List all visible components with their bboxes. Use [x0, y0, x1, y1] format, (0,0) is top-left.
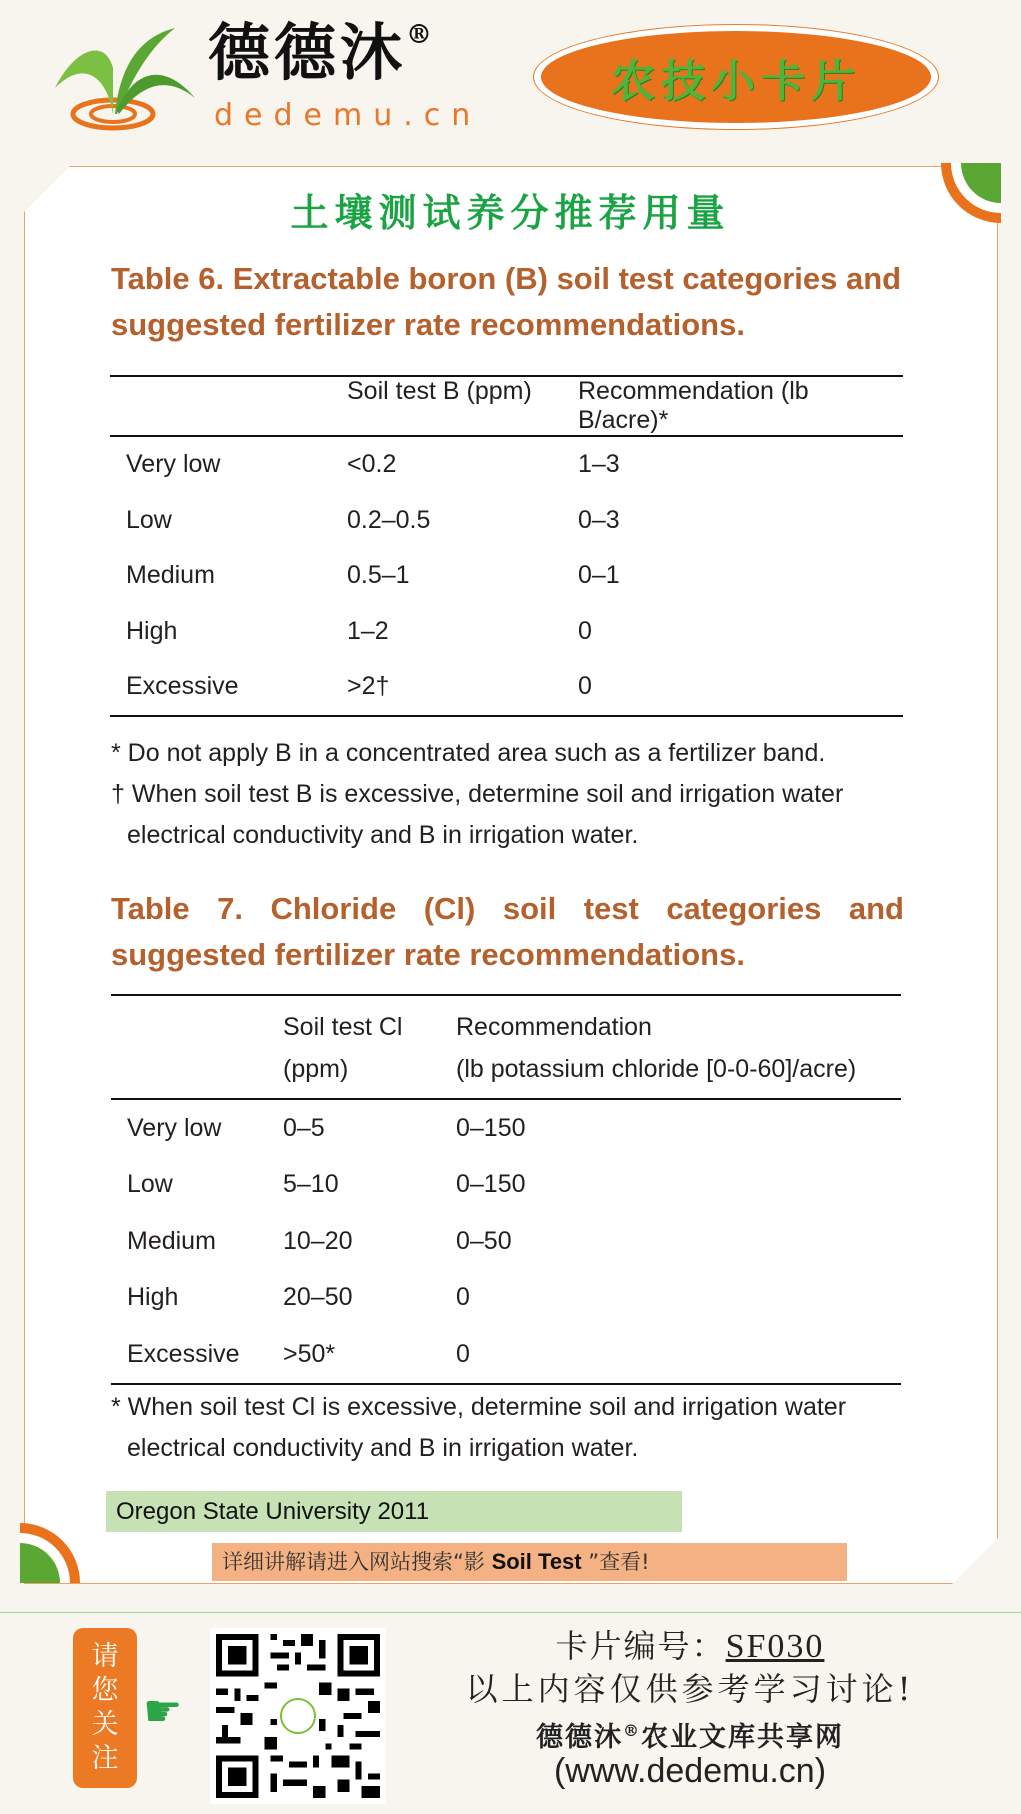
recommendation-cell: 0–3	[578, 505, 620, 534]
search-tip: 详细讲解请进入网站搜索“影 Soil Test ”查看!	[212, 1543, 847, 1581]
table-header-row	[111, 995, 901, 1099]
table-header-cell	[456, 995, 901, 1099]
footer-divider	[0, 1612, 1021, 1613]
header	[0, 0, 1021, 160]
pointing-hand-icon: ☛	[143, 1686, 183, 1737]
header-line: Soil test Cl	[283, 1013, 403, 1041]
recommendation-cell: 0–150	[456, 1113, 526, 1142]
recommendation-cell: 0–150	[456, 1170, 526, 1199]
category-cell: Very low	[126, 450, 221, 479]
table6-footnotes	[111, 733, 904, 856]
header-line: (lb potassium chloride [0-0-60]/acre)	[456, 1055, 857, 1083]
table-row	[111, 1157, 901, 1214]
soil-test-cell: 5–10	[283, 1170, 339, 1199]
soil-test-cell: 0–5	[283, 1113, 325, 1142]
brand-registered-mark: ®	[406, 20, 437, 50]
table-row	[110, 436, 903, 493]
category-cell: Excessive	[126, 672, 239, 701]
sprout-logo-icon	[55, 18, 205, 138]
card-number: 卡片编号：SF030	[555, 1627, 825, 1665]
brand-url: dedemu.cn	[214, 98, 482, 133]
table7-title: Table 7. Chloride (Cl) soil test categories and suggested fertilizer rate recommendations.	[111, 891, 904, 972]
search-keyword: Soil Test	[491, 1549, 582, 1574]
table-row	[111, 1326, 901, 1384]
table-row	[111, 1099, 901, 1157]
corner-leaf-icon	[20, 1523, 80, 1583]
card-title: 土壤测试养分推荐用量	[290, 190, 731, 235]
card-code: SF030	[725, 1628, 825, 1665]
follow-badge: 请您关注	[73, 1628, 137, 1788]
website-link[interactable]: (www.dedemu.cn)	[553, 1752, 827, 1790]
table7	[111, 994, 901, 1385]
soil-test-cell: 20–50	[283, 1283, 353, 1312]
footnote: * Do not apply B in a concentrated area such as a fertilizer band.	[111, 739, 826, 767]
category-cell: High	[127, 1283, 179, 1312]
table-row	[111, 1213, 901, 1270]
category-cell: Medium	[126, 561, 215, 590]
recommendation-cell: 0–50	[456, 1226, 512, 1255]
disclaimer: 以上内容仅供参考学习讨论!	[465, 1670, 915, 1708]
library-registered-mark: ®	[623, 1721, 641, 1740]
recommendation-cell: 0	[456, 1283, 470, 1312]
soil-test-cell: 0.5–1	[347, 561, 410, 590]
recommendation-cell: 0	[578, 616, 592, 645]
soil-test-cell: >50*	[283, 1339, 336, 1368]
category-cell: Low	[127, 1170, 173, 1199]
category-cell: High	[126, 616, 178, 645]
card-badge-text: 农技小卡片	[611, 56, 861, 107]
category-cell: Medium	[127, 1226, 216, 1255]
recommendation-cell: 0–1	[578, 561, 620, 590]
table-row	[110, 659, 903, 716]
library-name: 德德沐®农业文库共享网	[536, 1721, 844, 1753]
table-header-cell	[111, 995, 283, 1099]
card-badge	[533, 24, 939, 130]
recommendation-cell: 0	[578, 672, 592, 701]
table6	[110, 375, 903, 717]
recommendation-cell: 1–3	[578, 450, 620, 479]
table-row	[110, 548, 903, 604]
table6-title: Table 6. Extractable boron (B) soil test categories and suggested fertilizer rate recommendations.	[111, 261, 902, 342]
table-row	[110, 493, 903, 549]
category-cell: Very low	[127, 1113, 222, 1142]
soil-test-cell: >2†	[347, 672, 390, 701]
table-header-row	[110, 376, 903, 436]
table-header-cell: Soil test B (ppm)	[347, 377, 532, 405]
soil-test-cell: 1–2	[347, 616, 389, 645]
table-row	[110, 604, 903, 660]
brand-name: 德德沐®	[208, 16, 437, 89]
soil-test-cell: 0.2–0.5	[347, 505, 431, 534]
soil-test-cell: <0.2	[347, 450, 397, 479]
table-header-cell: Recommendation (lb B/acre)*	[578, 377, 809, 434]
header-line: (ppm)	[283, 1055, 349, 1083]
footnote: † When soil test B is excessive, determine soil and irrigation water electrical conductivity and B in irrigation water.	[111, 780, 844, 849]
footnote: * When soil test Cl is excessive, determine soil and irrigation water electrical conductivity and B in irrigation water.	[111, 1393, 847, 1462]
table-header-cell	[110, 376, 347, 436]
source-citation: Oregon State University 2011	[106, 1491, 682, 1532]
qr-code[interactable]	[210, 1628, 386, 1804]
category-cell: Excessive	[127, 1339, 240, 1368]
category-cell: Low	[126, 505, 172, 534]
table7-footnotes	[111, 1387, 904, 1469]
table-header-cell	[283, 995, 456, 1099]
soil-test-cell: 10–20	[283, 1226, 353, 1255]
table-row	[111, 1270, 901, 1327]
header-line: Recommendation	[456, 1013, 652, 1041]
recommendation-cell: 0	[456, 1339, 470, 1368]
qr-logo-icon	[280, 1698, 316, 1734]
